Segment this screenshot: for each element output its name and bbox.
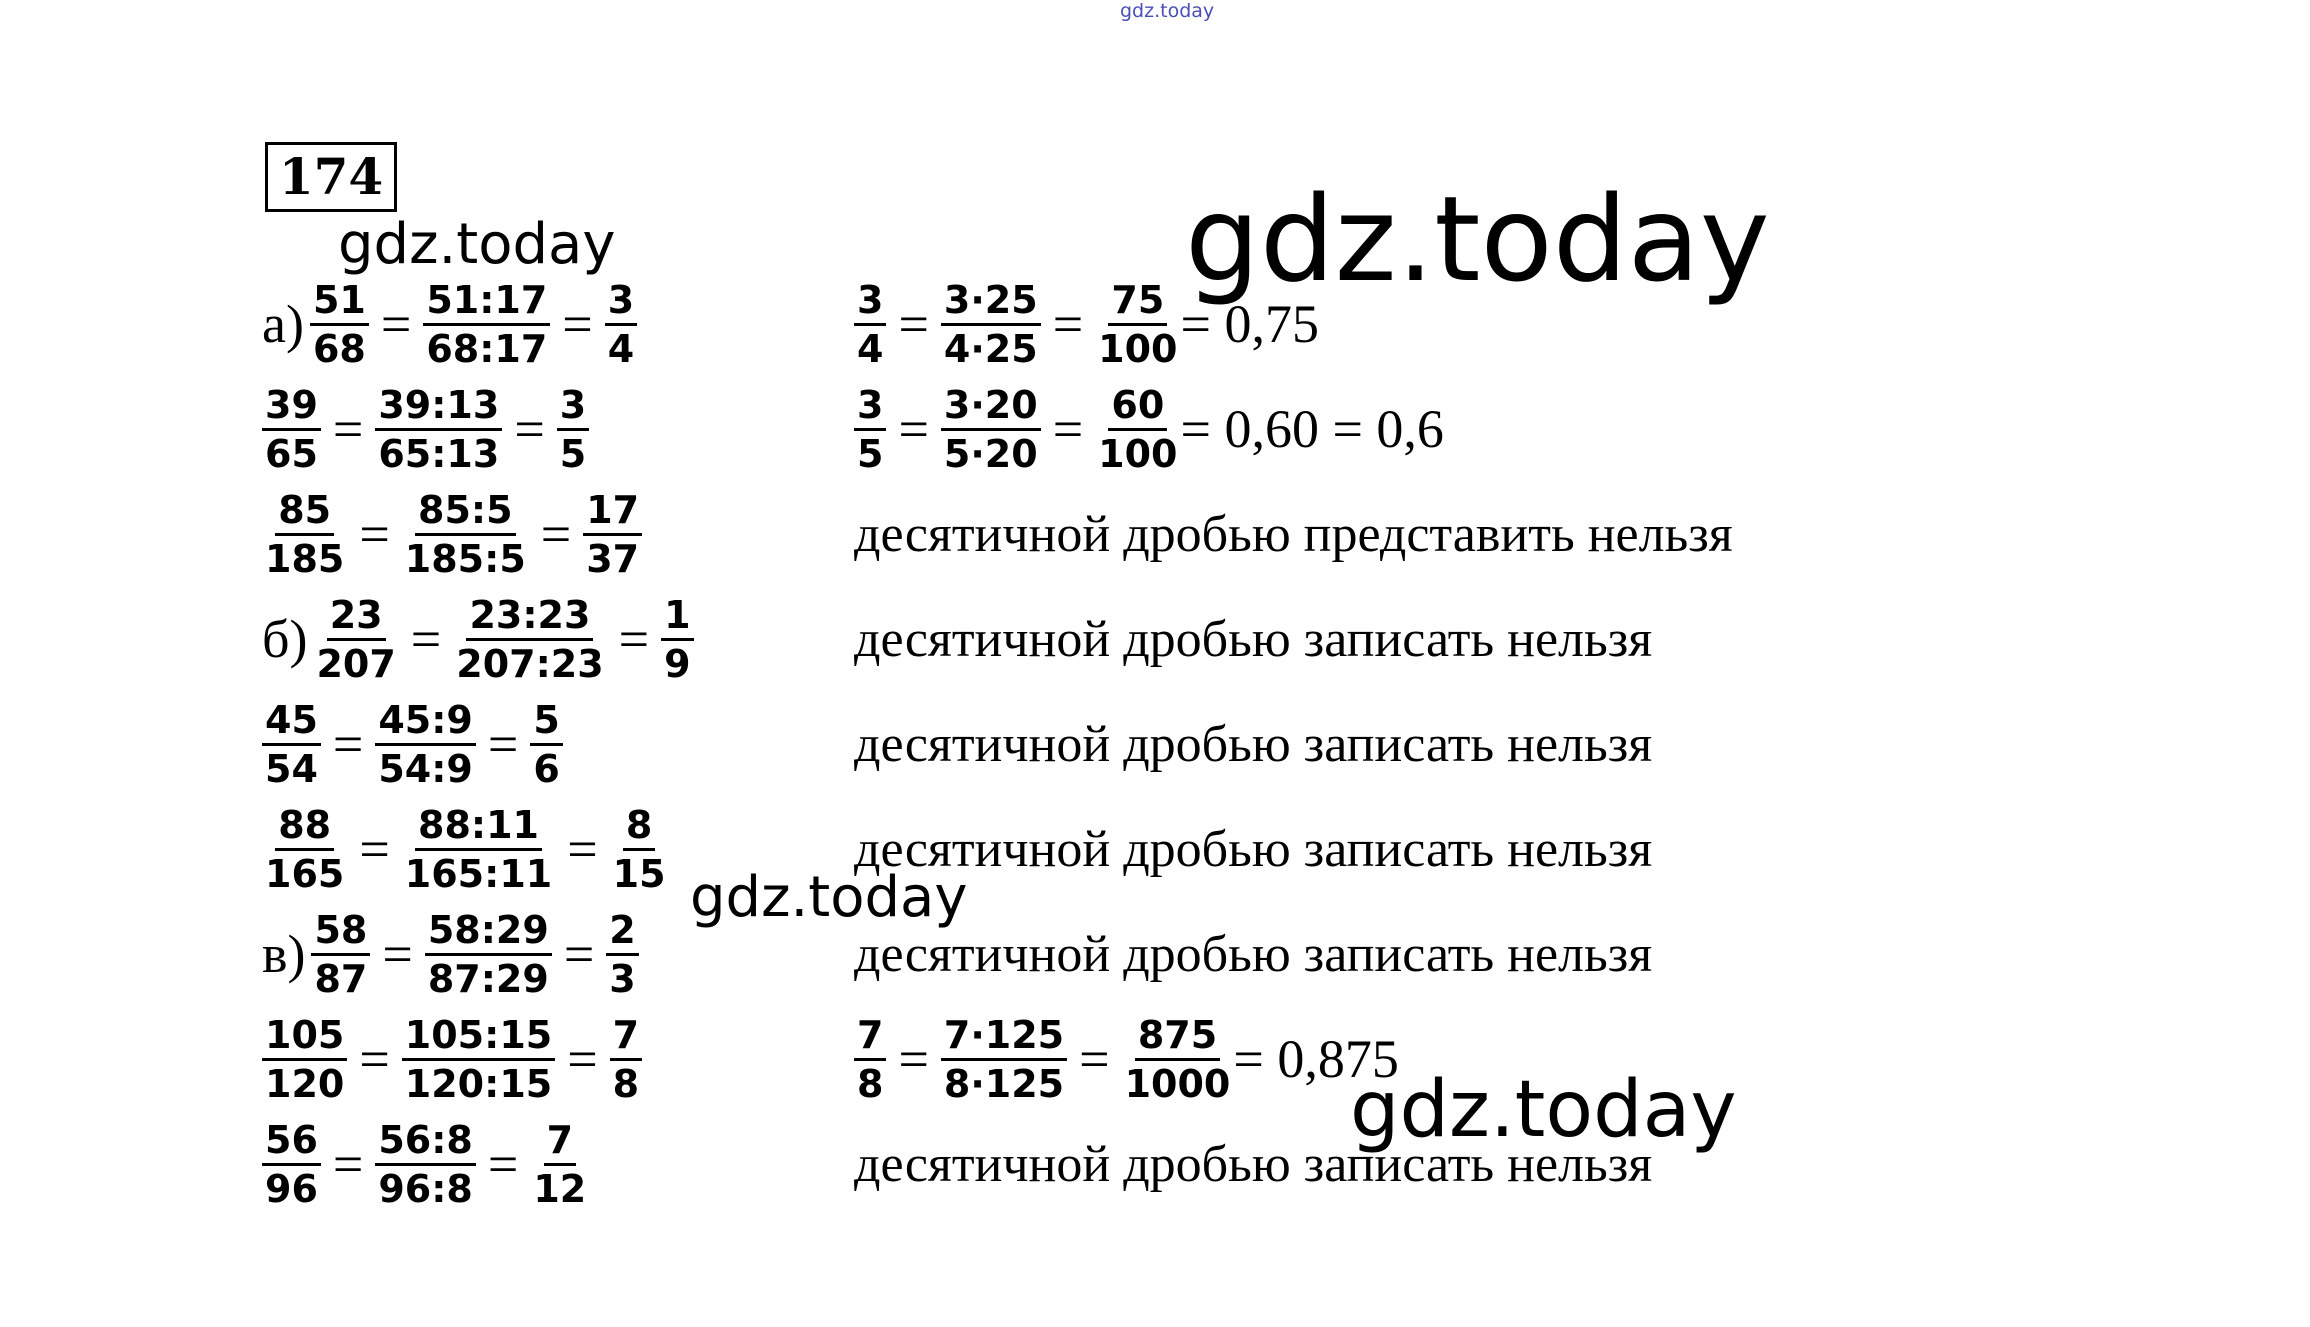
- fraction: [610, 802, 669, 897]
- equals-sign: =: [382, 924, 413, 984]
- numerator: 60: [1108, 382, 1167, 431]
- equals-sign: =: [332, 1134, 364, 1194]
- right-row: [854, 692, 1652, 796]
- fraction: [941, 1012, 1067, 1107]
- denominator: 8·125: [943, 1061, 1065, 1106]
- denominator: 8: [612, 1061, 640, 1106]
- numerator: 7·125: [941, 1012, 1067, 1061]
- denominator: 1000: [1124, 1061, 1231, 1106]
- left-row: [262, 377, 589, 481]
- denominator: 96: [265, 1166, 318, 1211]
- decimal-result: = 0,875: [1233, 1029, 1399, 1089]
- watermark-medium: gdz.today: [1350, 1065, 1737, 1155]
- watermark-large: gdz.today: [1185, 170, 1770, 308]
- denominator: 185: [265, 536, 345, 581]
- equals-sign: =: [359, 504, 390, 564]
- numerator: 85:5: [415, 487, 516, 536]
- numerator: 23: [327, 592, 386, 641]
- right-row: [854, 377, 1444, 481]
- site-mark: gdz.today: [1120, 0, 1215, 22]
- numerator: 3·20: [941, 382, 1041, 431]
- numerator: 3: [605, 277, 637, 326]
- fraction: [854, 382, 886, 477]
- left-row: [262, 1112, 589, 1216]
- denominator: 5·20: [943, 431, 1038, 476]
- denominator: 207:23: [456, 641, 604, 686]
- denominator: 120: [265, 1061, 345, 1106]
- left-row: [262, 797, 669, 901]
- fraction: [1095, 382, 1180, 477]
- denominator: 207: [316, 641, 396, 686]
- equals-sign: =: [563, 924, 595, 984]
- problem-number: 174: [265, 142, 397, 212]
- conclusion-text: десятичной дробью записать нельзя: [854, 925, 1653, 983]
- conclusion-text: десятичной дробью записать нельзя: [854, 610, 1653, 668]
- denominator: 8: [857, 1061, 884, 1106]
- equals-sign: =: [359, 1029, 390, 1089]
- numerator: 3: [854, 277, 886, 326]
- right-row: [854, 482, 1733, 586]
- numerator: 45:9: [375, 697, 476, 746]
- equals-sign: =: [487, 714, 519, 774]
- numerator: 58: [311, 907, 370, 956]
- numerator: 56:8: [375, 1117, 476, 1166]
- numerator: 58:29: [425, 907, 552, 956]
- equals-sign: =: [540, 504, 572, 564]
- numerator: 7: [610, 1012, 642, 1061]
- fraction: [310, 277, 369, 372]
- right-row: [854, 902, 1652, 1006]
- denominator: 9: [664, 641, 691, 686]
- equals-sign: =: [898, 294, 929, 354]
- fraction: [402, 802, 555, 897]
- numerator: 45: [262, 697, 321, 746]
- numerator: 105:15: [402, 1012, 555, 1061]
- decimal-result: = 0,75: [1180, 294, 1319, 354]
- section-label: а): [262, 294, 304, 354]
- decimal-result: = 0,60 = 0,6: [1180, 399, 1444, 459]
- equals-sign: =: [380, 294, 412, 354]
- right-row: [854, 587, 1652, 691]
- equals-sign: =: [332, 399, 364, 459]
- denominator: 68: [312, 326, 366, 371]
- denominator: 5: [559, 431, 587, 476]
- denominator: 165: [265, 851, 345, 896]
- conclusion-text: десятичной дробью записать нельзя: [854, 1135, 1653, 1193]
- equals-sign: =: [1052, 399, 1084, 459]
- numerator: 56: [262, 1117, 321, 1166]
- denominator: 120:15: [404, 1061, 553, 1106]
- fraction: [530, 1117, 589, 1212]
- numerator: 39: [262, 382, 321, 431]
- numerator: 5: [530, 697, 562, 746]
- fraction: [262, 382, 321, 477]
- denominator: 3: [609, 956, 636, 1001]
- equals-sign: =: [332, 714, 364, 774]
- fraction: [262, 1117, 321, 1212]
- equals-sign: =: [898, 399, 929, 459]
- conclusion-text: десятичной дробью записать нельзя: [854, 820, 1653, 878]
- conclusion-text: десятичной дробью записать нельзя: [854, 715, 1653, 773]
- conclusion-text: десятичной дробью представить нельзя: [854, 505, 1733, 563]
- equals-sign: =: [567, 819, 598, 879]
- denominator: 4: [857, 326, 884, 371]
- numerator: 3: [854, 382, 886, 431]
- numerator: 8: [623, 802, 655, 851]
- numerator: 88:11: [415, 802, 542, 851]
- equals-sign: =: [567, 1029, 598, 1089]
- fraction: [262, 802, 347, 897]
- denominator: 65:13: [378, 431, 500, 476]
- numerator: 3·25: [941, 277, 1041, 326]
- equals-sign: =: [618, 609, 650, 669]
- equals-sign: =: [487, 1134, 519, 1194]
- numerator: 51:17: [423, 277, 550, 326]
- equals-sign: =: [514, 399, 545, 459]
- fraction: [605, 277, 637, 372]
- section-label: в): [262, 924, 306, 984]
- left-row: [262, 482, 642, 586]
- denominator: 65: [265, 431, 318, 476]
- numerator: 1: [661, 592, 693, 641]
- denominator: 15: [612, 851, 666, 896]
- numerator: 17: [583, 487, 642, 536]
- fraction: [375, 697, 476, 792]
- denominator: 4·25: [943, 326, 1038, 371]
- right-row: [854, 1007, 1399, 1111]
- denominator: 68:17: [426, 326, 548, 371]
- fraction: [1122, 1012, 1234, 1107]
- fraction: [941, 277, 1041, 372]
- fraction: [402, 487, 529, 582]
- denominator: 4: [607, 326, 635, 371]
- fraction: [375, 1117, 476, 1212]
- denominator: 87: [314, 956, 368, 1001]
- fraction: [425, 907, 552, 1002]
- denominator: 185:5: [404, 536, 526, 581]
- numerator: 875: [1135, 1012, 1220, 1061]
- fraction: [941, 382, 1041, 477]
- numerator: 88: [275, 802, 334, 851]
- numerator: 7: [544, 1117, 576, 1166]
- fraction: [423, 277, 550, 372]
- fraction: [610, 1012, 642, 1107]
- denominator: 96:8: [378, 1166, 473, 1211]
- section-label: б): [262, 609, 308, 669]
- denominator: 5: [857, 431, 884, 476]
- fraction: [313, 592, 398, 687]
- denominator: 87:29: [427, 956, 549, 1001]
- denominator: 100: [1098, 431, 1178, 476]
- numerator: 75: [1108, 277, 1167, 326]
- numerator: 105: [262, 1012, 347, 1061]
- numerator: 51: [310, 277, 369, 326]
- numerator: 2: [606, 907, 638, 956]
- fraction: [375, 382, 502, 477]
- numerator: 3: [557, 382, 589, 431]
- fraction: [583, 487, 642, 582]
- fraction: [262, 1012, 347, 1107]
- denominator: 12: [533, 1166, 587, 1211]
- fraction: [854, 277, 886, 372]
- equals-sign: =: [410, 609, 442, 669]
- fraction: [311, 907, 370, 1002]
- equals-sign: =: [1079, 1029, 1110, 1089]
- left-row: [262, 272, 637, 376]
- numerator: 39:13: [375, 382, 502, 431]
- watermark-small: gdz.today: [338, 212, 616, 277]
- denominator: 54: [265, 746, 318, 791]
- denominator: 37: [586, 536, 640, 581]
- equals-sign: =: [1052, 294, 1084, 354]
- fraction: [262, 487, 347, 582]
- denominator: 6: [533, 746, 560, 791]
- left-row: [262, 1007, 642, 1111]
- denominator: 100: [1098, 326, 1178, 371]
- equals-sign: =: [359, 819, 390, 879]
- left-row: [262, 692, 563, 796]
- denominator: 54:9: [378, 746, 473, 791]
- left-row: [262, 902, 639, 1006]
- fraction: [661, 592, 693, 687]
- numerator: 7: [854, 1012, 886, 1061]
- numerator: 85: [275, 487, 334, 536]
- fraction: [453, 592, 606, 687]
- fraction: [1095, 277, 1180, 372]
- numerator: 23:23: [466, 592, 593, 641]
- equals-sign: =: [898, 1029, 929, 1089]
- fraction: [606, 907, 638, 1002]
- fraction: [402, 1012, 555, 1107]
- fraction: [262, 697, 321, 792]
- fraction: [557, 382, 589, 477]
- fraction: [530, 697, 562, 792]
- watermark-small: gdz.today: [690, 865, 968, 930]
- right-row: [854, 797, 1652, 901]
- fraction: [854, 1012, 886, 1107]
- denominator: 165:11: [404, 851, 553, 896]
- equals-sign: =: [562, 294, 593, 354]
- left-row: [262, 587, 694, 691]
